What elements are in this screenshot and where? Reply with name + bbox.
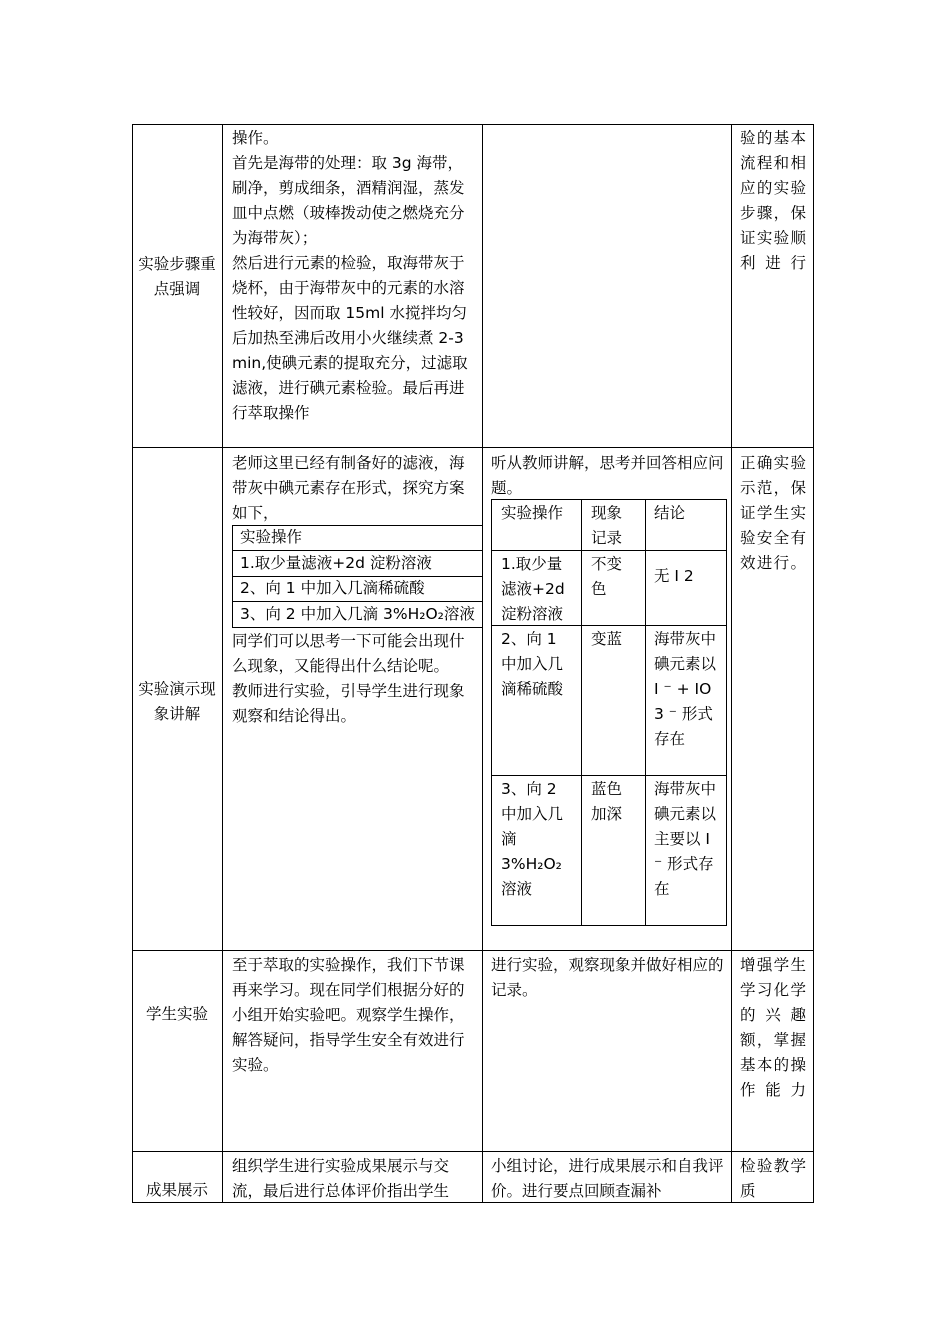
teacher-paragraph: 教师进行实验，引导学生进行现象观察和结论得出。 <box>232 682 465 725</box>
mini-table-row: 2、向 1 中加入几滴稀硫酸 <box>240 579 425 597</box>
row-divider-1 <box>132 447 814 448</box>
student-table-line <box>491 925 727 926</box>
teacher-activity <box>232 126 476 426</box>
student-table-line <box>645 499 646 926</box>
teacher-paragraph: 同学们可以思考一下可能会出现什么现象，又能得出什么结论呢。 <box>232 632 465 675</box>
student-table-line <box>726 499 727 926</box>
table-border-col2 <box>482 124 483 1203</box>
student-table-cell: 海带灰中碘元素以主要以 I ⁻ 形式存在 <box>654 780 717 898</box>
teacher-paragraph: 然后进行元素的检验，取海带灰于烧杯，由于海带灰中的元素的水溶性较好，因而取 15ml 水搅拌均匀后加热至沸后改用小火继续煮 2-3min,使碘元素的提取充分，过滤取滤液，进行碘元素检验。最后再进行萃取操作 <box>232 254 468 422</box>
teacher-outro <box>232 629 476 729</box>
table-border-right <box>813 124 814 1203</box>
design-intent: 增强学生学习化学的兴趣额，掌握基本的操作能力 <box>740 956 806 1099</box>
student-table-line <box>581 499 582 926</box>
table-border-left <box>132 124 133 1203</box>
design-intent: 验的基本流程和相应的实验步骤，保证实验顺利进行 <box>740 129 806 272</box>
student-table-cell: 不变色 <box>591 555 623 598</box>
student-table-cell: 海带灰中碘元素以 I ⁻ + IO 3 ⁻ 形式存在 <box>654 630 717 748</box>
student-table-line <box>491 499 727 500</box>
mini-table-line <box>232 525 233 628</box>
stage-label: 成果展示 <box>145 1181 208 1199</box>
design-intent: 正确实验示范，保证学生实验安全有效进行。 <box>740 454 806 572</box>
table-border-bottom <box>132 1202 814 1203</box>
teacher-paragraph: 首先是海带的处理：取 3g 海带，刷净，剪成细条，酒精润湿，蒸发皿中点燃（玻棒拨动使之燃烧充分为海带灰）； <box>232 154 465 247</box>
design-intent: 检验教学质 <box>740 1157 806 1200</box>
stage-label: 实验步骤重点强调 <box>138 255 216 298</box>
table-border-col1 <box>222 124 223 1203</box>
student-table-header: 现象记录 <box>591 504 623 547</box>
student-activity: 小组讨论，进行成果展示和自我评价。进行要点回顾查漏补 <box>491 1157 724 1200</box>
student-table-cell: 2、向 1 中加入几滴稀硫酸 <box>501 630 564 698</box>
teacher-paragraph: 操作。 <box>232 129 279 147</box>
teacher-activity: 至于萃取的实验操作，我们下节课再来学习。现在同学们根据分好的小组开始实验吧。观察学生操作，解答疑问，指导学生安全有效进行实验。 <box>232 956 465 1074</box>
student-activity: 进行实验，观察现象并做好相应的记录。 <box>491 956 724 999</box>
student-table-header: 结论 <box>654 504 686 522</box>
teacher-activity: 组织学生进行实验成果展示与交流，最后进行总体评价指出学生 <box>232 1157 450 1200</box>
student-intro: 听从教师讲解，思考并回答相应问题。 <box>491 454 724 497</box>
student-table-line <box>491 499 492 926</box>
teacher-intro: 老师这里已经有制备好的滤液，海带灰中碘元素存在形式，探究方案如下， <box>232 454 465 522</box>
student-table-cell: 变蓝 <box>591 630 623 648</box>
table-border-top <box>132 124 814 125</box>
row-divider-2 <box>132 950 814 951</box>
mini-table-header: 实验操作 <box>240 528 303 546</box>
stage-label: 学生实验 <box>145 1005 208 1023</box>
student-table-header: 实验操作 <box>501 504 564 522</box>
mini-table-row: 3、向 2 中加入几滴 3%H₂O₂溶液 <box>240 605 475 623</box>
student-table-cell: 1.取少量滤液+2d 淀粉溶液 <box>501 555 565 623</box>
stage-label: 实验演示现象讲解 <box>138 680 216 723</box>
student-table-line <box>491 775 727 776</box>
student-table-cell: 3、向 2 中加入几滴 3%H₂O₂ 溶液 <box>501 780 564 898</box>
student-table-cell: 蓝色加深 <box>591 780 623 823</box>
mini-table-line <box>232 627 482 628</box>
mini-table-row: 1.取少量滤液+2d 淀粉溶液 <box>240 554 432 572</box>
student-table-cell: 无 I 2 <box>654 567 694 585</box>
row-divider-3 <box>132 1151 814 1152</box>
table-border-col3 <box>731 124 732 1203</box>
